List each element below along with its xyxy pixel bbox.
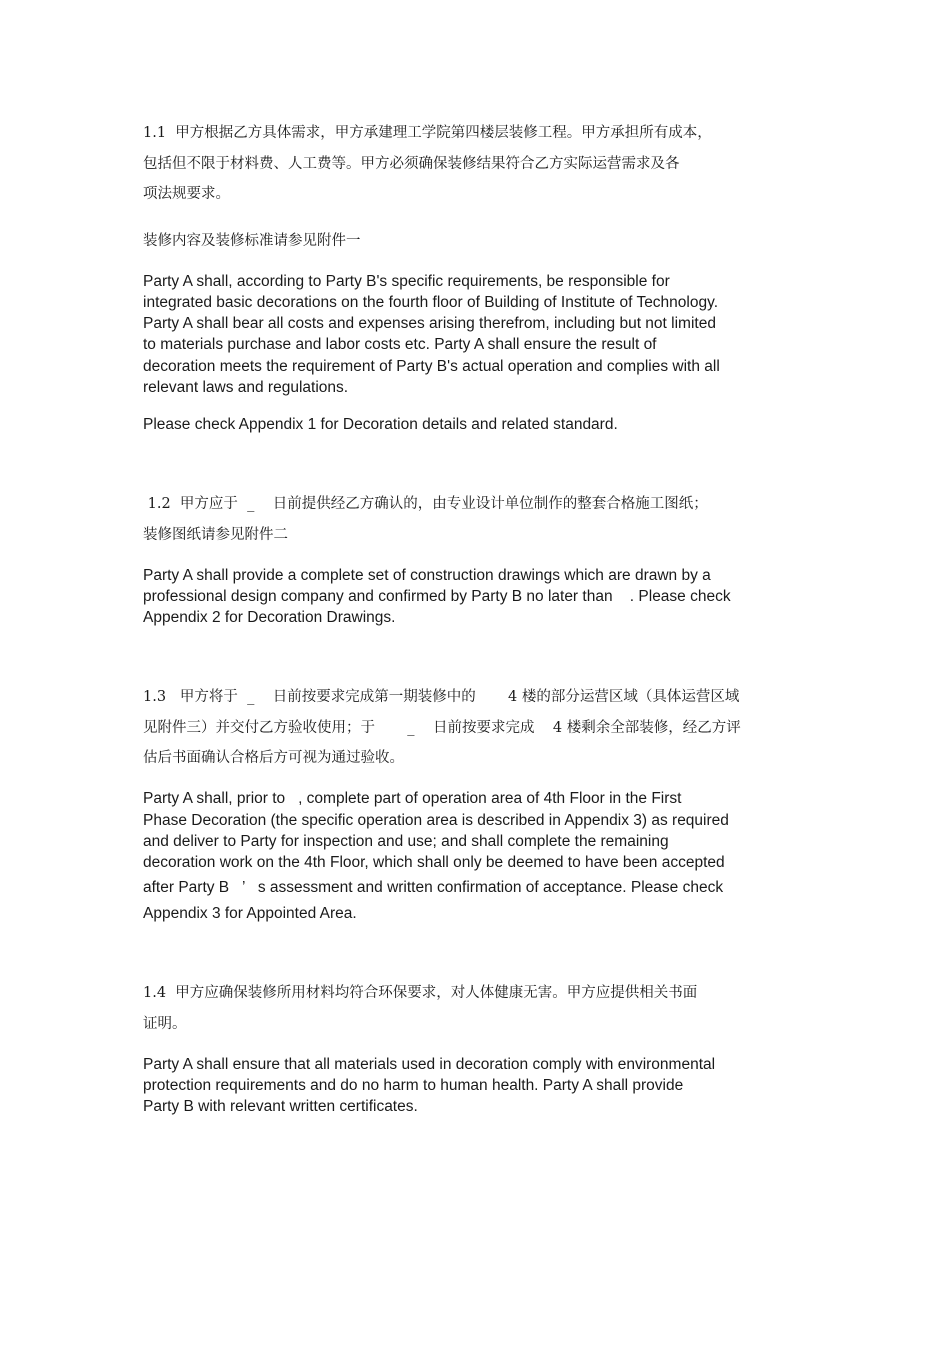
clause-1-2-en-line: professional design company and confirmed by Party B no later than . Please check — [143, 588, 731, 605]
clause-1-1-en-line: decoration meets the requirement of Party B's actual operation and complies with all — [143, 358, 720, 375]
clause-1-1-en-line: to materials purchase and labor costs etc. Party A shall ensure the result of — [143, 336, 657, 353]
clause-1-1-zh-note: 装修内容及装修标准请参见附件一 — [143, 233, 361, 249]
clause-1-3-en-line: Phase Decoration (the specific operation area is described in Appendix 3) as required — [143, 812, 729, 829]
clause-1-2-zh-line: 1.2 甲方应于 _ 日前提供经乙方确认的，由专业设计单位制作的整套合格施工图纸； — [143, 496, 708, 512]
clause-1-4-en-line: Party B with relevant written certificates. — [143, 1098, 418, 1115]
clause-1-1-en-line: Party A shall bear all costs and expenses arising therefrom, including but not limited — [143, 315, 716, 332]
clause-1-3-zh-line: 见附件三）并交付乙方验收使用；于 _ 日前按要求完成 4 楼剩余全部装修，经乙方评 — [143, 720, 741, 736]
clause-1-4-zh-line: 证明。 — [143, 1016, 187, 1032]
clause-1-2-en-line: Appendix 2 for Decoration Drawings. — [143, 609, 396, 626]
clause-1-1-zh-line: 项法规要求。 — [143, 186, 230, 202]
clause-1-3-en-line: and deliver to Party for inspection and use; and shall complete the remaining — [143, 833, 669, 850]
clause-1-3-zh-line: 估后书面确认合格后方可视为通过验收。 — [143, 750, 404, 766]
clause-1-1-en-note: Please check Appendix 1 for Decoration details and related standard. — [143, 416, 618, 433]
clause-1-1-en-line: Party A shall, according to Party B's specific requirements, be responsible for — [143, 273, 670, 290]
clause-1-1-en-line: relevant laws and regulations. — [143, 379, 349, 396]
clause-1-2-zh-note: 装修图纸请参见附件二 — [143, 527, 288, 543]
clause-1-3-en-line: Appendix 3 for Appointed Area. — [143, 905, 357, 922]
clause-1-3-en-line: Party A shall, prior to , complete part of operation area of 4th Floor in the First — [143, 790, 682, 807]
clause-1-1-zh-line: 包括但不限于材料费、人工费等。甲方必须确保装修结果符合乙方实际运营需求及各 — [143, 156, 680, 172]
clause-1-3-zh-line: 1.3 甲方将于 _ 日前按要求完成第一期装修中的 4 楼的部分运营区域（具体运营区域 — [143, 689, 740, 705]
clause-1-3-en-line: decoration work on the 4th Floor, which shall only be deemed to have been accepted — [143, 854, 725, 871]
clause-1-3-en-line: after Party B ’ s assessment and written confirmation of acceptance. Please check — [143, 879, 724, 896]
clause-1-4-zh-line: 1.4 甲方应确保装修所用材料均符合环保要求，对人体健康无害。甲方应提供相关书面 — [143, 985, 698, 1001]
clause-1-1-zh-line: 1.1 甲方根据乙方具体需求，甲方承建理工学院第四楼层装修工程。甲方承担所有成本， — [143, 125, 712, 141]
clause-1-1-en-line: integrated basic decorations on the fourth floor of Building of Institute of Technology. — [143, 294, 719, 311]
clause-1-4-en-line: Party A shall ensure that all materials used in decoration comply with environmental — [143, 1056, 716, 1073]
clause-1-4-en-line: protection requirements and do no harm to human health. Party A shall provide — [143, 1077, 684, 1094]
clause-1-2-en-line: Party A shall provide a complete set of construction drawings which are drawn by a — [143, 567, 711, 584]
